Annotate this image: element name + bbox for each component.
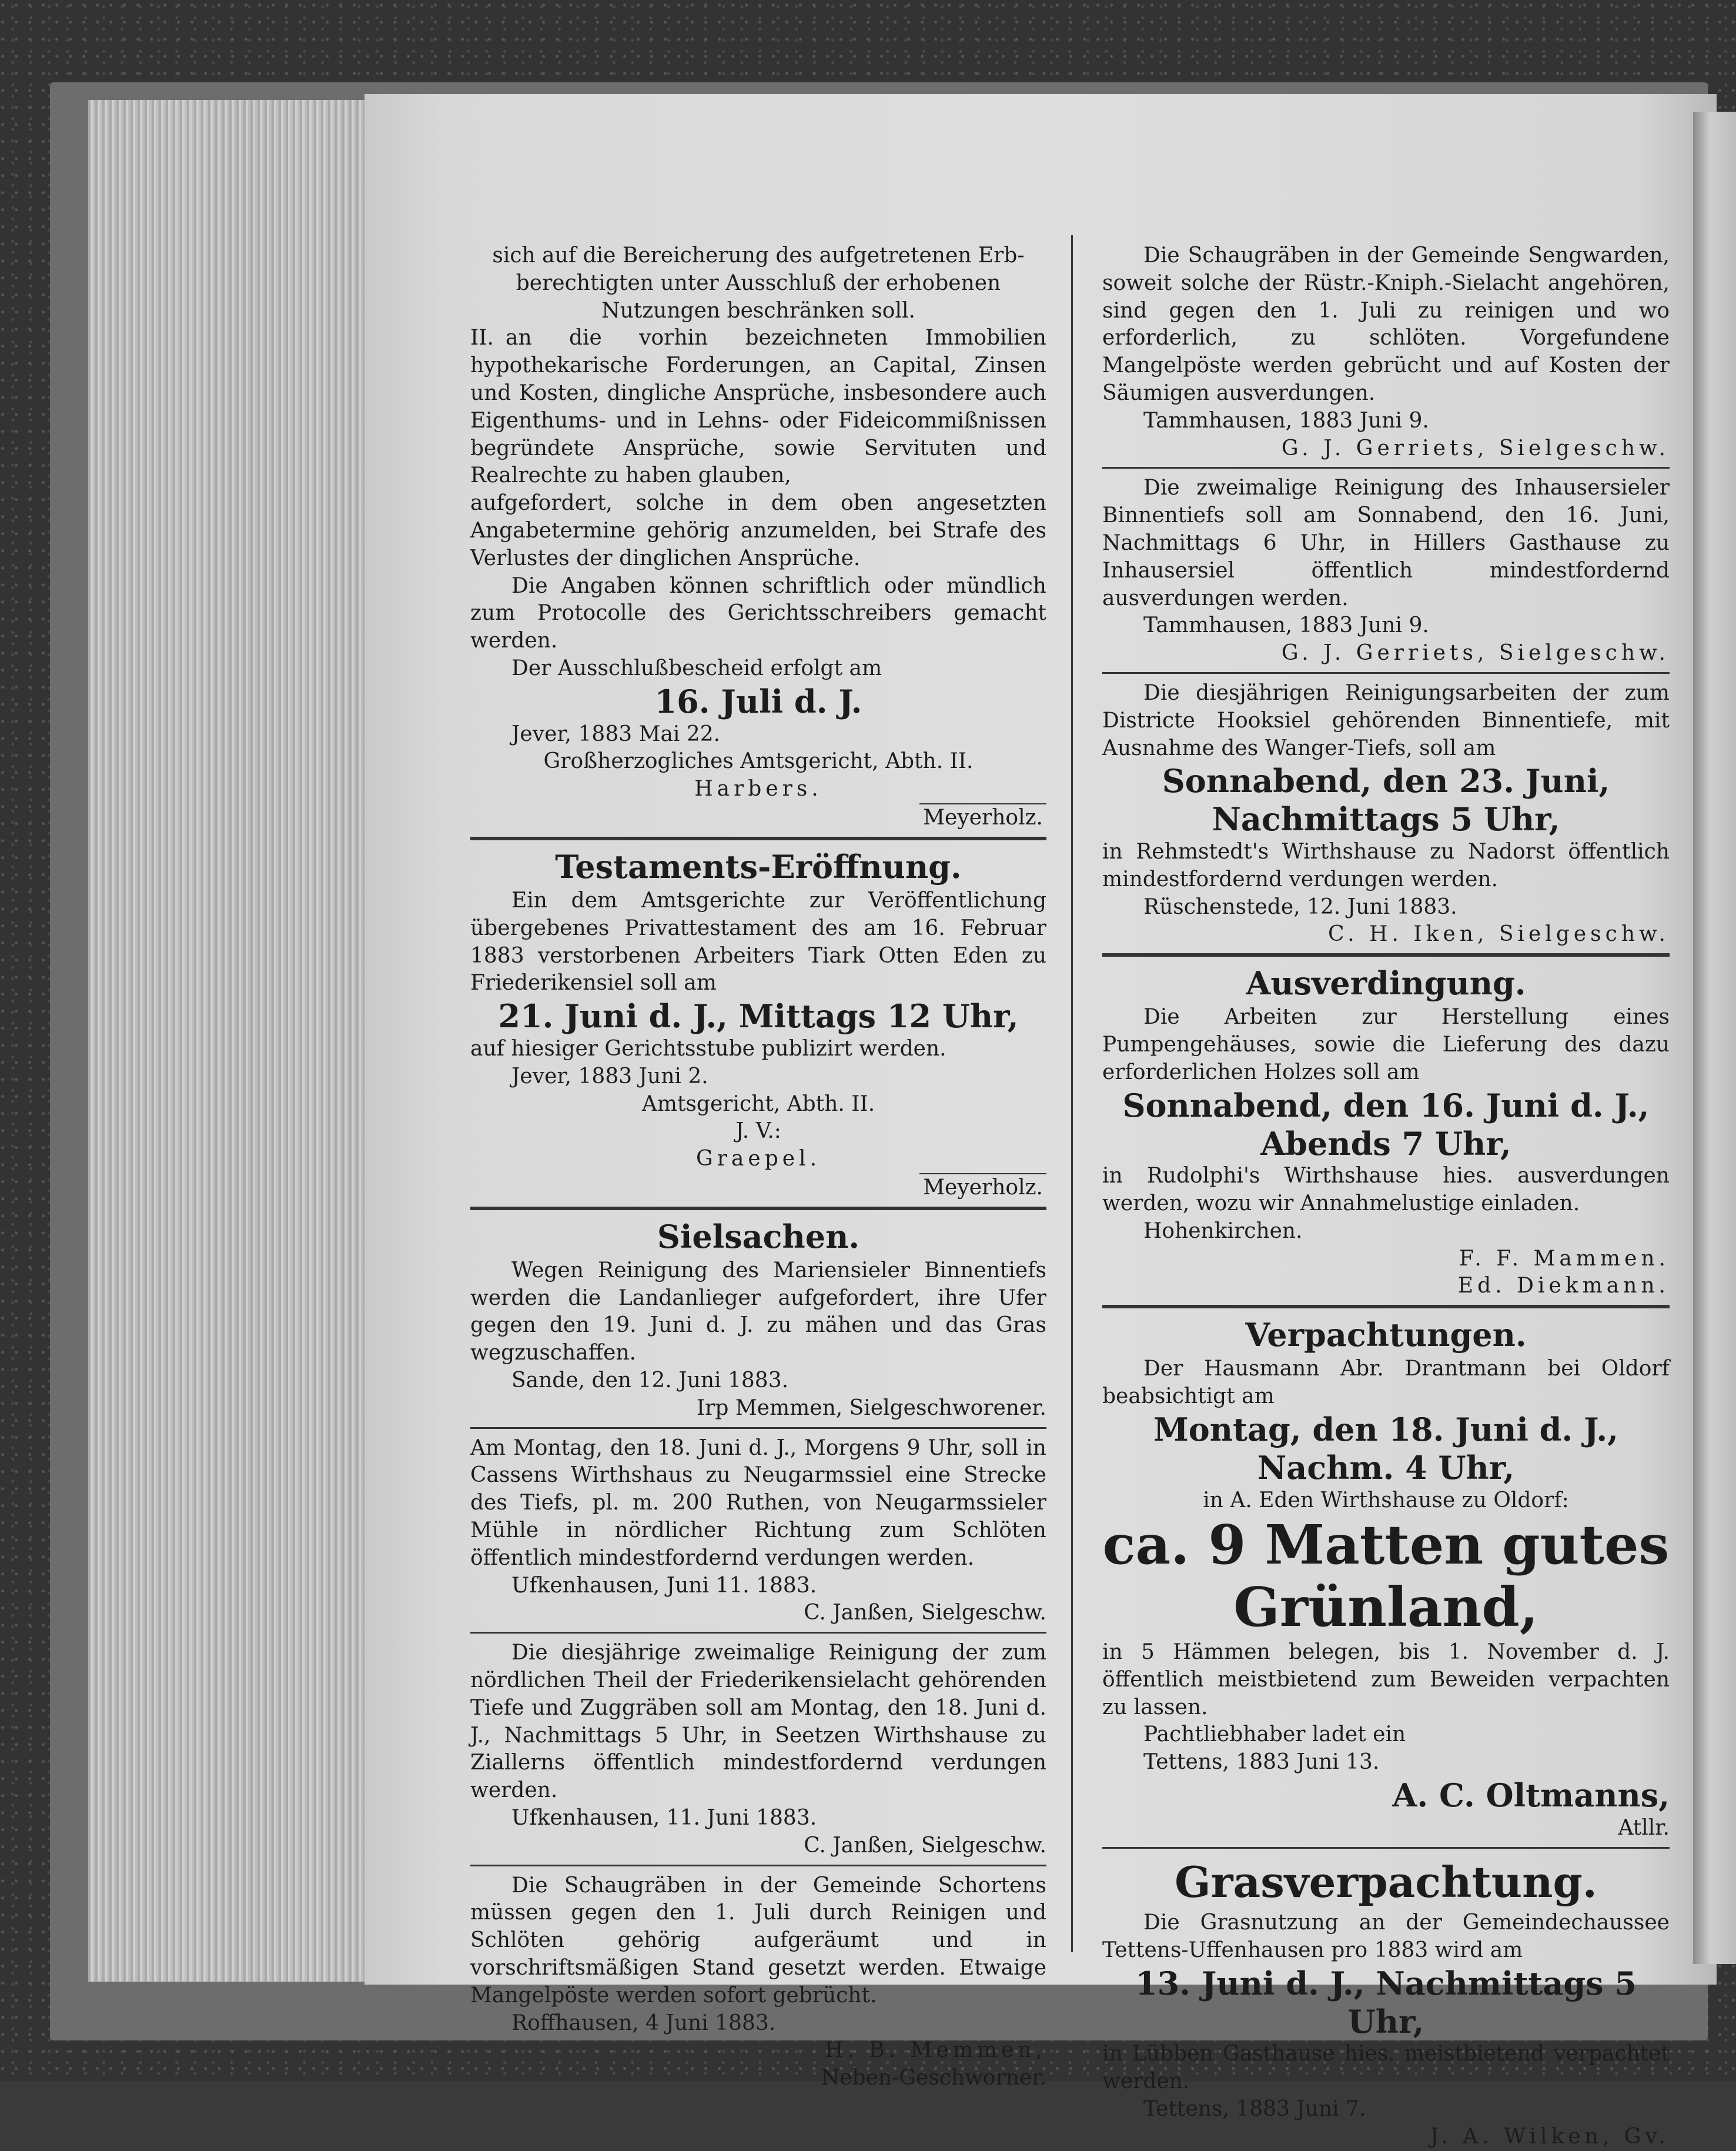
verpachtungen-sign: A. C. Oltmanns,	[1392, 1776, 1670, 1815]
angaben-text: Die Angaben können schriftlich oder mündlich zum Protocolle des Gerichtsschreibers gemacht werden.	[470, 573, 1046, 653]
notice-rule	[1102, 672, 1670, 674]
right-n2-place: Tammhausen, 1883 Juni 9.	[1143, 613, 1429, 638]
testament-court: Amtsgericht, Abth. II.	[641, 1091, 875, 1116]
ausschluss-text: Der Ausschlußbescheid erfolgt am	[511, 656, 882, 680]
testament-signer: Graepel.	[695, 1147, 821, 1171]
grasverpachtung-big: 13. Juni d. J., Nachmittags 5 Uhr,	[1135, 1964, 1637, 2040]
ausschluss-date: 16. Juli d. J.	[654, 682, 862, 720]
testament-date: 21. Juni d. J., Mittags 12 Uhr,	[498, 997, 1019, 1036]
fragment-line-2: berechtigten unter Ausschluß der erhobenen	[516, 270, 1001, 295]
right-n3-big2: Nachmittags 5 Uhr,	[1212, 800, 1560, 839]
verpachtungen-title: Verpachtungen.	[1245, 1316, 1527, 1354]
testament-body: Ein dem Amtsgerichte zur Veröffentlichung übergebenes Privattestament des am 16. Februar 1883 verstorbenen Arbeiters Tiark Otten Eden zu Friederikensiel soll am	[470, 888, 1046, 996]
signer-name: Harbers.	[694, 777, 822, 801]
sielsachen-n2-body: Am Montag, den 18. Juni d. J., Morgens 9 Uhr, soll in Cassens Wirthshaus zu Neugarmssiel eine Strecke des Tiefs, pl. m. 200 Ruthen, von Neugarmssieler Mühle in nördlicher Richtung zum Schlöten öffentlich mindestfordernd verdungen werden.	[470, 1435, 1046, 1570]
verpachtungen-body: Der Hausmann Abr. Drantmann bei Oldorf beabsichtigt am	[1102, 1357, 1670, 1409]
court-name: Großherzogliches Amtsgericht, Abth. II.	[543, 749, 974, 774]
verpachtungen-big2: Nachm. 4 Uhr,	[1257, 1448, 1515, 1487]
verpachtungen-huge1: ca. 9 Matten gutes	[1102, 1513, 1670, 1577]
right-n3-body: Die diesjährigen Reinigungsarbeiten der zum Districte Hooksiel gehörenden Binnentiefe, mit Ausnahme des Wanger-Tiefs, soll am	[1102, 680, 1670, 760]
testament-stamp: Meyerholz.	[919, 1173, 1046, 1202]
notice-rule	[1102, 1847, 1670, 1849]
verpachtungen-invite: Pachtliebhaber ladet ein	[1143, 1722, 1406, 1747]
sielsachen-n1-place: Sande, den 12. Juni 1883.	[511, 1368, 789, 1393]
sielsachen-n3-body: Die diesjährige zweimalige Reinigung der zum nördlichen Theil der Friederikensielacht gehörenden Tiefe und Zuggräben soll am Montag, den 18. Juni d. J., Nachmittags 5 Uhr, in Seetzen Wirthshause zu Ziallerns öffentlich mindestfordernd verdungen werden.	[470, 1641, 1046, 1803]
notice-rule	[1102, 467, 1670, 469]
next-page-edge	[1693, 112, 1736, 1964]
notice-aufgebot-continued	[470, 242, 1046, 832]
sielsachen-n4-place: Roffhausen, 4 Juni 1883.	[511, 2010, 776, 2035]
grasverpachtung-sign: J. A. Wilken, Gv.	[1430, 2124, 1670, 2149]
page-stack-edges	[88, 100, 394, 1982]
ausverdingung-body: Die Arbeiten zur Herstellung eines Pumpengehäuses, sowie die Lieferung des dazu erforderlichen Holzes soll am	[1102, 1005, 1670, 1084]
aufgefordert-text: aufgefordert, solche in dem oben angesetzten Angabetermine gehörig anzumelden, bei Strafe des Verlustes der dinglichen Ansprüche.	[470, 491, 1046, 570]
section-rule	[470, 837, 1046, 840]
notice-rule	[470, 1865, 1046, 1866]
right-n1-body: Die Schaugräben in der Gemeinde Sengwarden, soweit solche der Rüstr.-Kniph.-Sielacht angehören, sind gegen den 1. Juli zu reinigen und wo erforderlich, zu schlöten. Vorgefundene Mangelpöste werden gebrücht und auf Kosten der Säumigen ausverdungen.	[1102, 243, 1670, 405]
notice-schaugraeben-sengwarden	[1102, 242, 1670, 462]
place-date: Jever, 1883 Mai 22.	[511, 722, 721, 746]
notice-rule	[470, 1427, 1046, 1429]
fragment-line-3: Nutzungen beschränken soll.	[601, 298, 915, 323]
right-n1-place: Tammhausen, 1883 Juni 9.	[1143, 408, 1429, 433]
notice-testament	[470, 846, 1046, 1202]
verpachtungen-role: Atllr.	[1618, 1815, 1670, 1840]
right-n2-body: Die zweimalige Reinigung des Inhausersieler Binnentiefs soll am Sonnabend, den 16. Juni, Nachmittags 6 Uhr, in Hillers Gasthause zu Inhausersiel öffentlich mindestfordernd ausverdungen werden.	[1102, 476, 1670, 610]
ausverdingung-place: Hohenkirchen.	[1143, 1218, 1303, 1243]
notice-grasverpachtung	[1102, 1855, 1670, 2151]
testament-place: Jever, 1883 Juni 2.	[511, 1064, 708, 1088]
ausverdingung-title: Ausverdingung.	[1246, 964, 1526, 1003]
verpachtungen-place: Tettens, 1883 Juni 13.	[1143, 1750, 1380, 1775]
notice-rule	[470, 1632, 1046, 1634]
sielsachen-title: Sielsachen.	[657, 1217, 860, 1255]
sielsachen-n2-sign: C. Janßen, Sielgeschw.	[804, 1601, 1046, 1625]
stamp-name: Meyerholz.	[919, 803, 1046, 832]
ausverdingung-big2: Abends 7 Uhr,	[1260, 1124, 1511, 1163]
sielsachen-n1-sign: Irp Memmen, Sielgeschworener.	[696, 1395, 1046, 1420]
sielsachen-n4-sign: H. B. Memmen,	[825, 2038, 1046, 2063]
ausverdingung-after: in Rudolphi's Wirthshause hies. ausverdungen werden, wozu wir Annahmelustige einladen.	[1102, 1164, 1670, 1216]
testament-after: auf hiesiger Gerichtsstube publizirt werden.	[470, 1036, 946, 1061]
grasverpachtung-title: Grasverpachtung.	[1175, 1856, 1597, 1907]
fragment-line-1: sich auf die Bereicherung des aufgetretenen Erb-	[492, 243, 1025, 268]
sielsachen-n2-place: Ufkenhausen, Juni 11. 1883.	[511, 1573, 817, 1598]
grasverpachtung-place: Tettens, 1883 Juni 7.	[1143, 2097, 1366, 2121]
section-rule	[1102, 1305, 1670, 1308]
column-divider	[1071, 235, 1073, 1952]
testament-title: Testaments-Eröffnung.	[555, 847, 962, 886]
ausverdingung-sign1: F. F. Mammen.	[1459, 1246, 1670, 1271]
right-n3-big1: Sonnabend, den 23. Juni,	[1162, 762, 1610, 800]
item-two-text: an die vorhin bezeichneten Immobilien hypothekarische Forderungen, an Capital, Zinsen und Kosten, dingliche Ansprüche, insbesondere auch Eigenthums- und in Lehns- oder Fideicommißnissen begründete Ansprüche, sowie Servituten und Realrechte zu haben glauben,	[470, 326, 1046, 488]
item-two	[470, 325, 1046, 490]
notice-hooksiel	[1102, 680, 1670, 948]
verpachtungen-loc: in A. Eden Wirthshause zu Oldorf:	[1203, 1488, 1569, 1512]
ausverdingung-sign2: Ed. Diekmann.	[1457, 1274, 1670, 1298]
right-n2-sign: G. J. Gerriets, Sielgeschw.	[1281, 641, 1670, 666]
item-two-number: II.	[470, 326, 494, 350]
verpachtungen-after: in 5 Hämmen belegen, bis 1. November d. J. öffentlich meistbietend zum Beweiden verpachten zu lassen.	[1102, 1640, 1670, 1719]
sielsachen-n4-body: Die Schaugräben in der Gemeinde Schortens müssen gegen den 1. Juli durch Reinigen und Schlöten gehörig aufgeräumt und in vorschriftsmäßigen Stand gesetzt werden. Etwaige Mangelpöste werden sofort gebrücht.	[470, 1873, 1046, 2008]
sielsachen-n3-place: Ufkenhausen, 11. Juni 1883.	[511, 1806, 817, 1831]
right-n1-sign: G. J. Gerriets, Sielgeschw.	[1281, 436, 1670, 460]
sielsachen-n4-role: Neben-Geschworner.	[821, 2066, 1046, 2090]
right-n3-after: in Rehmstedt's Wirthshause zu Nadorst öffentlich mindestfordernd verdungen werden.	[1102, 839, 1670, 891]
section-rule	[470, 1207, 1046, 1210]
section-rule	[1102, 953, 1670, 957]
ausverdingung-big1: Sonnabend, den 16. Juni d. J.,	[1122, 1086, 1650, 1124]
notice-sielsachen	[470, 1216, 1046, 2092]
sielsachen-n1-body: Wegen Reinigung des Mariensieler Binnentiefs werden die Landanlieger aufgefordert, ihre Ufer gegen den 19. Juni d. J. zu mähen und das Gras wegzuschaffen.	[470, 1258, 1046, 1365]
verpachtungen-big1: Montag, den 18. Juni d. J.,	[1153, 1411, 1618, 1449]
sielsachen-n3-sign: C. Janßen, Sielgeschw.	[804, 1833, 1046, 1858]
grasverpachtung-body: Die Grasnutzung an der Gemeindechaussee Tettens-Uffenhausen pro 1883 wird am	[1102, 1910, 1670, 1963]
notice-verpachtungen	[1102, 1314, 1670, 1842]
right-n3-sign: C. H. Iken, Sielgeschw.	[1328, 922, 1670, 947]
right-n3-place: Rüschenstede, 12. Juni 1883.	[1143, 894, 1457, 919]
notice-ausverdingung	[1102, 963, 1670, 1300]
testament-iv: J. V.:	[735, 1119, 781, 1144]
left-column	[470, 242, 1046, 2092]
grasverpachtung-after: in Lübben Gasthause hies. meistbietend verpachtet werden.	[1102, 2042, 1670, 2094]
right-column	[1102, 242, 1670, 2151]
verpachtungen-huge2: Grünland,	[1233, 1575, 1538, 1639]
notice-inhausersiel	[1102, 475, 1670, 667]
